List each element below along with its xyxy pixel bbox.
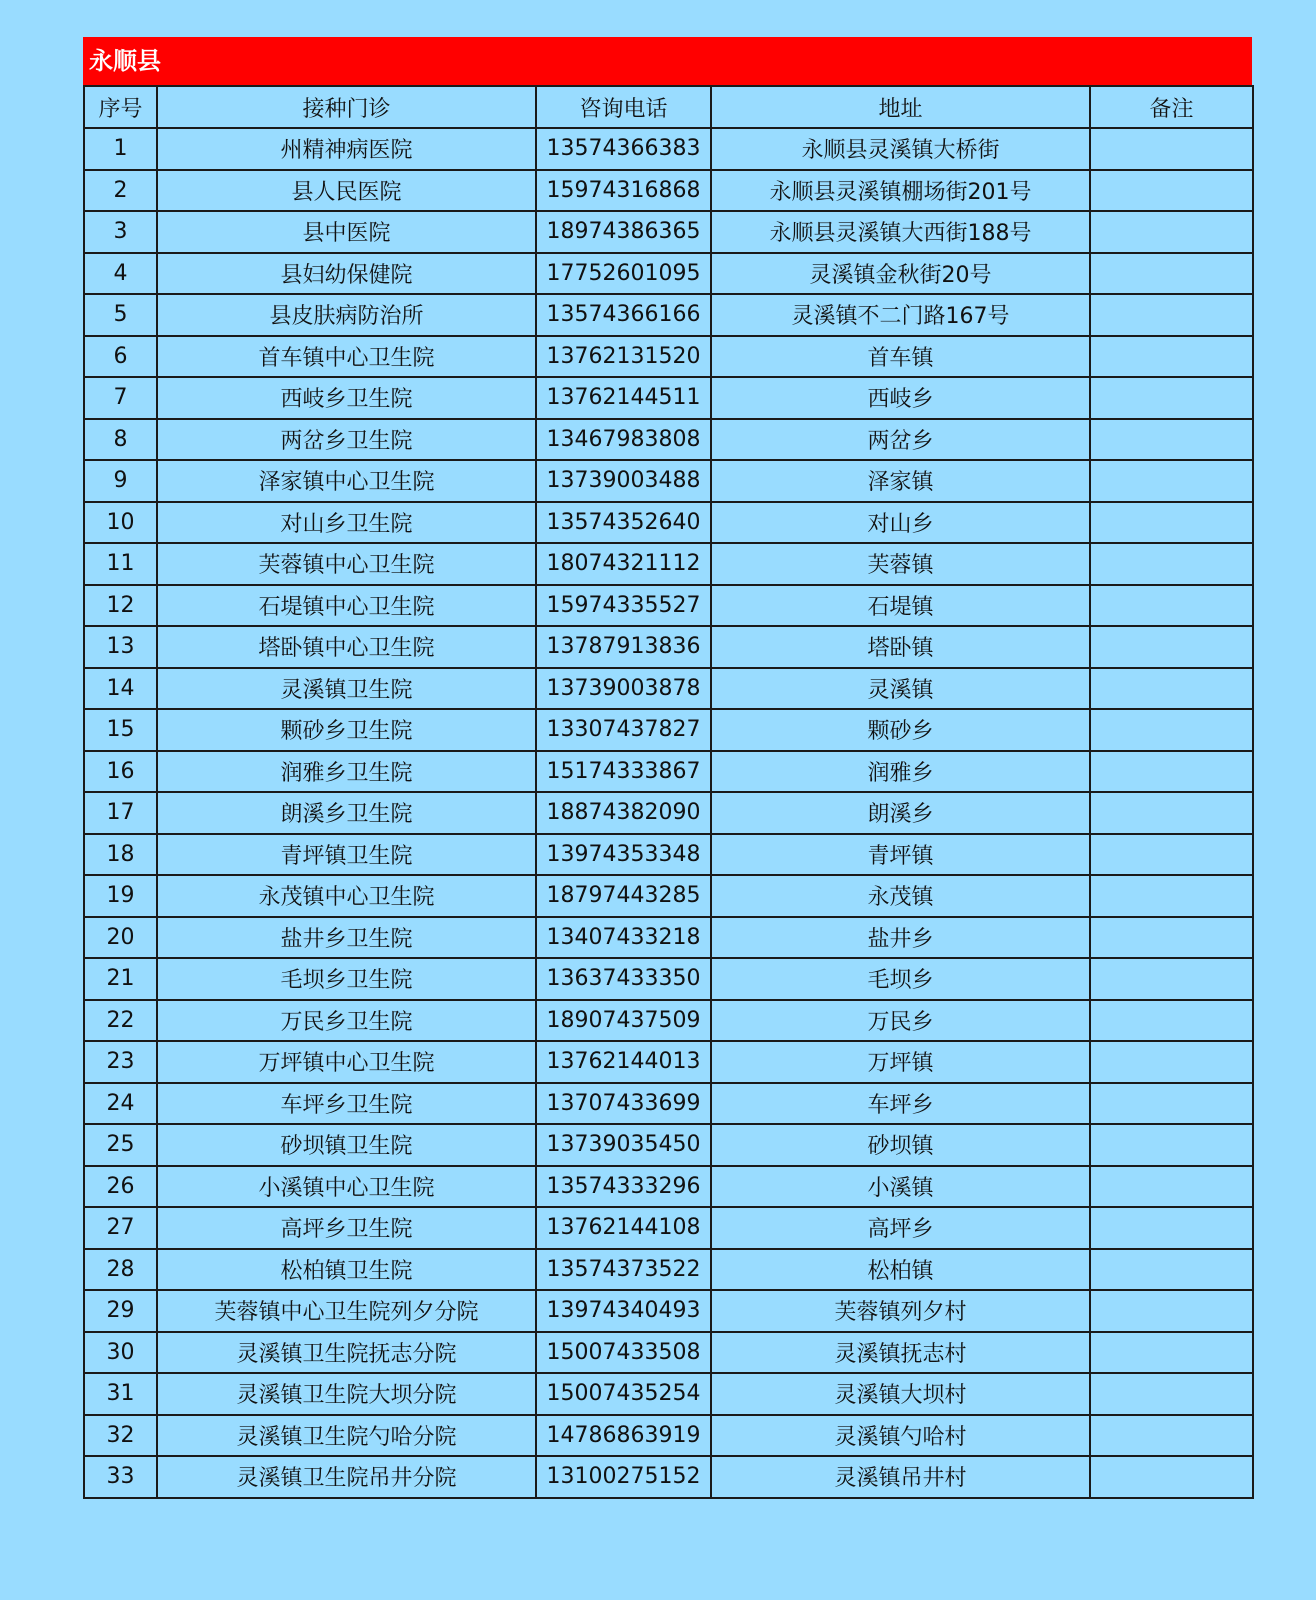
- table-row: [84, 834, 1253, 876]
- cell-phone: 13574333296: [536, 1166, 711, 1208]
- cell-address: 永顺县灵溪镇棚场街201号: [711, 170, 1090, 212]
- cell-address: 永茂镇: [711, 875, 1090, 917]
- cell-address: 高坪乡: [711, 1207, 1090, 1249]
- cell-note: [1090, 1332, 1253, 1374]
- cell-note: [1090, 1124, 1253, 1166]
- cell-address: 润雅乡: [711, 751, 1090, 793]
- cell-phone: 13574366166: [536, 294, 711, 336]
- table-row: [84, 419, 1253, 461]
- cell-no: 9: [84, 460, 157, 502]
- cell-no: 24: [84, 1083, 157, 1125]
- table-header: [84, 86, 1253, 128]
- cell-phone: 13407433218: [536, 917, 711, 959]
- cell-address: 永顺县灵溪镇大桥街: [711, 128, 1090, 170]
- cell-note: [1090, 128, 1253, 170]
- cell-note: [1090, 792, 1253, 834]
- cell-note: [1090, 294, 1253, 336]
- cell-no: 3: [84, 211, 157, 253]
- cell-address: 首车镇: [711, 336, 1090, 378]
- cell-clinic: 小溪镇中心卫生院: [157, 1166, 536, 1208]
- cell-no: 1: [84, 128, 157, 170]
- cell-no: 15: [84, 709, 157, 751]
- cell-clinic: 灵溪镇卫生院: [157, 668, 536, 710]
- cell-address: 对山乡: [711, 502, 1090, 544]
- table-row: [84, 1415, 1253, 1457]
- cell-clinic: 灵溪镇卫生院吊井分院: [157, 1456, 536, 1498]
- cell-clinic: 泽家镇中心卫生院: [157, 460, 536, 502]
- cell-phone: 13974340493: [536, 1290, 711, 1332]
- cell-note: [1090, 253, 1253, 295]
- cell-address: 塔卧镇: [711, 626, 1090, 668]
- cell-address: 灵溪镇: [711, 668, 1090, 710]
- cell-clinic: 高坪乡卫生院: [157, 1207, 536, 1249]
- cell-phone: 17752601095: [536, 253, 711, 295]
- cell-no: 10: [84, 502, 157, 544]
- cell-no: 23: [84, 1041, 157, 1083]
- cell-note: [1090, 709, 1253, 751]
- table-row: [84, 1207, 1253, 1249]
- cell-no: 17: [84, 792, 157, 834]
- cell-no: 21: [84, 958, 157, 1000]
- cell-note: [1090, 1373, 1253, 1415]
- cell-clinic: 对山乡卫生院: [157, 502, 536, 544]
- cell-note: [1090, 1249, 1253, 1291]
- table-row: [84, 585, 1253, 627]
- cell-note: [1090, 377, 1253, 419]
- table-row: [84, 1083, 1253, 1125]
- cell-phone: 13100275152: [536, 1456, 711, 1498]
- header-address: 地址: [711, 86, 1090, 128]
- cell-phone: 15974316868: [536, 170, 711, 212]
- table-row: [84, 1290, 1253, 1332]
- cell-no: 16: [84, 751, 157, 793]
- cell-note: [1090, 834, 1253, 876]
- cell-clinic: 首车镇中心卫生院: [157, 336, 536, 378]
- cell-no: 28: [84, 1249, 157, 1291]
- cell-phone: 13787913836: [536, 626, 711, 668]
- cell-phone: 18797443285: [536, 875, 711, 917]
- cell-address: 两岔乡: [711, 419, 1090, 461]
- cell-no: 27: [84, 1207, 157, 1249]
- cell-phone: 15007433508: [536, 1332, 711, 1374]
- cell-address: 盐井乡: [711, 917, 1090, 959]
- table-row: [84, 1456, 1253, 1498]
- cell-address: 灵溪镇抚志村: [711, 1332, 1090, 1374]
- cell-clinic: 县人民医院: [157, 170, 536, 212]
- table-row: [84, 1166, 1253, 1208]
- cell-note: [1090, 668, 1253, 710]
- table-row: [84, 170, 1253, 212]
- cell-clinic: 砂坝镇卫生院: [157, 1124, 536, 1166]
- cell-note: [1090, 336, 1253, 378]
- cell-no: 14: [84, 668, 157, 710]
- cell-clinic: 灵溪镇卫生院抚志分院: [157, 1332, 536, 1374]
- table-row: [84, 543, 1253, 585]
- cell-no: 11: [84, 543, 157, 585]
- cell-address: 朗溪乡: [711, 792, 1090, 834]
- header-no: 序号: [84, 86, 157, 128]
- cell-clinic: 西岐乡卫生院: [157, 377, 536, 419]
- cell-note: [1090, 626, 1253, 668]
- cell-note: [1090, 502, 1253, 544]
- cell-note: [1090, 1166, 1253, 1208]
- cell-clinic: 松柏镇卫生院: [157, 1249, 536, 1291]
- table-row: [84, 1124, 1253, 1166]
- cell-clinic: 车坪乡卫生院: [157, 1083, 536, 1125]
- header-clinic: 接种门诊: [157, 86, 536, 128]
- cell-phone: 18874382090: [536, 792, 711, 834]
- cell-note: [1090, 1041, 1253, 1083]
- cell-address: 泽家镇: [711, 460, 1090, 502]
- cell-clinic: 青坪镇卫生院: [157, 834, 536, 876]
- table-row: [84, 1041, 1253, 1083]
- cell-note: [1090, 170, 1253, 212]
- cell-clinic: 盐井乡卫生院: [157, 917, 536, 959]
- cell-no: 8: [84, 419, 157, 461]
- cell-note: [1090, 958, 1253, 1000]
- cell-note: [1090, 1415, 1253, 1457]
- cell-phone: 14786863919: [536, 1415, 711, 1457]
- cell-clinic: 润雅乡卫生院: [157, 751, 536, 793]
- cell-address: 灵溪镇不二门路167号: [711, 294, 1090, 336]
- cell-no: 22: [84, 1000, 157, 1042]
- cell-address: 芙蓉镇列夕村: [711, 1290, 1090, 1332]
- cell-phone: 18907437509: [536, 1000, 711, 1042]
- table-row: [84, 502, 1253, 544]
- table-row: [84, 917, 1253, 959]
- cell-phone: 13637433350: [536, 958, 711, 1000]
- cell-clinic: 毛坝乡卫生院: [157, 958, 536, 1000]
- table-row: [84, 336, 1253, 378]
- cell-note: [1090, 1290, 1253, 1332]
- cell-address: 青坪镇: [711, 834, 1090, 876]
- cell-note: [1090, 585, 1253, 627]
- cell-no: 19: [84, 875, 157, 917]
- cell-clinic: 州精神病医院: [157, 128, 536, 170]
- cell-phone: 18074321112: [536, 543, 711, 585]
- vaccination-clinic-sheet: [83, 37, 1252, 1499]
- cell-address: 砂坝镇: [711, 1124, 1090, 1166]
- cell-clinic: 芙蓉镇中心卫生院: [157, 543, 536, 585]
- cell-phone: 13739035450: [536, 1124, 711, 1166]
- table-row: [84, 626, 1253, 668]
- cell-phone: 13762144108: [536, 1207, 711, 1249]
- cell-clinic: 朗溪乡卫生院: [157, 792, 536, 834]
- cell-phone: 13762144013: [536, 1041, 711, 1083]
- table-row: [84, 128, 1253, 170]
- cell-phone: 13739003878: [536, 668, 711, 710]
- table-row: [84, 1000, 1253, 1042]
- cell-phone: 13974353348: [536, 834, 711, 876]
- table-row: [84, 875, 1253, 917]
- cell-no: 20: [84, 917, 157, 959]
- cell-no: 2: [84, 170, 157, 212]
- cell-note: [1090, 1000, 1253, 1042]
- cell-address: 芙蓉镇: [711, 543, 1090, 585]
- cell-no: 7: [84, 377, 157, 419]
- cell-clinic: 灵溪镇卫生院大坝分院: [157, 1373, 536, 1415]
- cell-no: 29: [84, 1290, 157, 1332]
- table-row: [84, 709, 1253, 751]
- cell-no: 4: [84, 253, 157, 295]
- cell-note: [1090, 1083, 1253, 1125]
- cell-no: 6: [84, 336, 157, 378]
- cell-clinic: 芙蓉镇中心卫生院列夕分院: [157, 1290, 536, 1332]
- cell-phone: 15974335527: [536, 585, 711, 627]
- table-row: [84, 294, 1253, 336]
- cell-address: 万坪镇: [711, 1041, 1090, 1083]
- table-row: [84, 253, 1253, 295]
- cell-no: 12: [84, 585, 157, 627]
- cell-no: 32: [84, 1415, 157, 1457]
- table-row: [84, 460, 1253, 502]
- sheet-title: 永顺县: [83, 37, 1252, 85]
- cell-address: 灵溪镇大坝村: [711, 1373, 1090, 1415]
- cell-clinic: 灵溪镇卫生院勺哈分院: [157, 1415, 536, 1457]
- table-row: [84, 211, 1253, 253]
- cell-address: 永顺县灵溪镇大西街188号: [711, 211, 1090, 253]
- cell-phone: 13739003488: [536, 460, 711, 502]
- cell-note: [1090, 875, 1253, 917]
- cell-phone: 13307437827: [536, 709, 711, 751]
- table-row: [84, 377, 1253, 419]
- table-row: [84, 958, 1253, 1000]
- cell-clinic: 石堤镇中心卫生院: [157, 585, 536, 627]
- cell-note: [1090, 1207, 1253, 1249]
- table-row: [84, 1249, 1253, 1291]
- header-row: [84, 86, 1253, 128]
- cell-note: [1090, 917, 1253, 959]
- table-row: [84, 751, 1253, 793]
- cell-no: 18: [84, 834, 157, 876]
- cell-note: [1090, 543, 1253, 585]
- cell-phone: 18974386365: [536, 211, 711, 253]
- cell-clinic: 颗砂乡卫生院: [157, 709, 536, 751]
- cell-address: 西岐乡: [711, 377, 1090, 419]
- cell-clinic: 塔卧镇中心卫生院: [157, 626, 536, 668]
- cell-address: 灵溪镇金秋街20号: [711, 253, 1090, 295]
- cell-no: 33: [84, 1456, 157, 1498]
- cell-phone: 15174333867: [536, 751, 711, 793]
- cell-clinic: 两岔乡卫生院: [157, 419, 536, 461]
- table-body: [84, 128, 1253, 1498]
- cell-no: 30: [84, 1332, 157, 1374]
- cell-phone: 13707433699: [536, 1083, 711, 1125]
- header-phone: 咨询电话: [536, 86, 711, 128]
- cell-note: [1090, 751, 1253, 793]
- cell-no: 31: [84, 1373, 157, 1415]
- cell-address: 石堤镇: [711, 585, 1090, 627]
- cell-clinic: 万民乡卫生院: [157, 1000, 536, 1042]
- cell-note: [1090, 1456, 1253, 1498]
- header-note: 备注: [1090, 86, 1253, 128]
- cell-phone: 13467983808: [536, 419, 711, 461]
- cell-note: [1090, 419, 1253, 461]
- cell-phone: 15007435254: [536, 1373, 711, 1415]
- cell-no: 25: [84, 1124, 157, 1166]
- table-row: [84, 792, 1253, 834]
- cell-clinic: 县中医院: [157, 211, 536, 253]
- cell-address: 颗砂乡: [711, 709, 1090, 751]
- cell-phone: 13762131520: [536, 336, 711, 378]
- cell-address: 灵溪镇吊井村: [711, 1456, 1090, 1498]
- cell-note: [1090, 211, 1253, 253]
- table-row: [84, 1332, 1253, 1374]
- cell-phone: 13574366383: [536, 128, 711, 170]
- cell-note: [1090, 460, 1253, 502]
- cell-phone: 13574352640: [536, 502, 711, 544]
- cell-no: 5: [84, 294, 157, 336]
- cell-no: 26: [84, 1166, 157, 1208]
- clinic-table: [83, 85, 1254, 1499]
- cell-phone: 13762144511: [536, 377, 711, 419]
- table-row: [84, 668, 1253, 710]
- cell-address: 万民乡: [711, 1000, 1090, 1042]
- table-row: [84, 1373, 1253, 1415]
- cell-clinic: 县皮肤病防治所: [157, 294, 536, 336]
- cell-no: 13: [84, 626, 157, 668]
- cell-clinic: 永茂镇中心卫生院: [157, 875, 536, 917]
- cell-address: 车坪乡: [711, 1083, 1090, 1125]
- cell-address: 灵溪镇勺哈村: [711, 1415, 1090, 1457]
- cell-address: 松柏镇: [711, 1249, 1090, 1291]
- cell-address: 毛坝乡: [711, 958, 1090, 1000]
- cell-clinic: 县妇幼保健院: [157, 253, 536, 295]
- cell-clinic: 万坪镇中心卫生院: [157, 1041, 536, 1083]
- cell-address: 小溪镇: [711, 1166, 1090, 1208]
- cell-phone: 13574373522: [536, 1249, 711, 1291]
